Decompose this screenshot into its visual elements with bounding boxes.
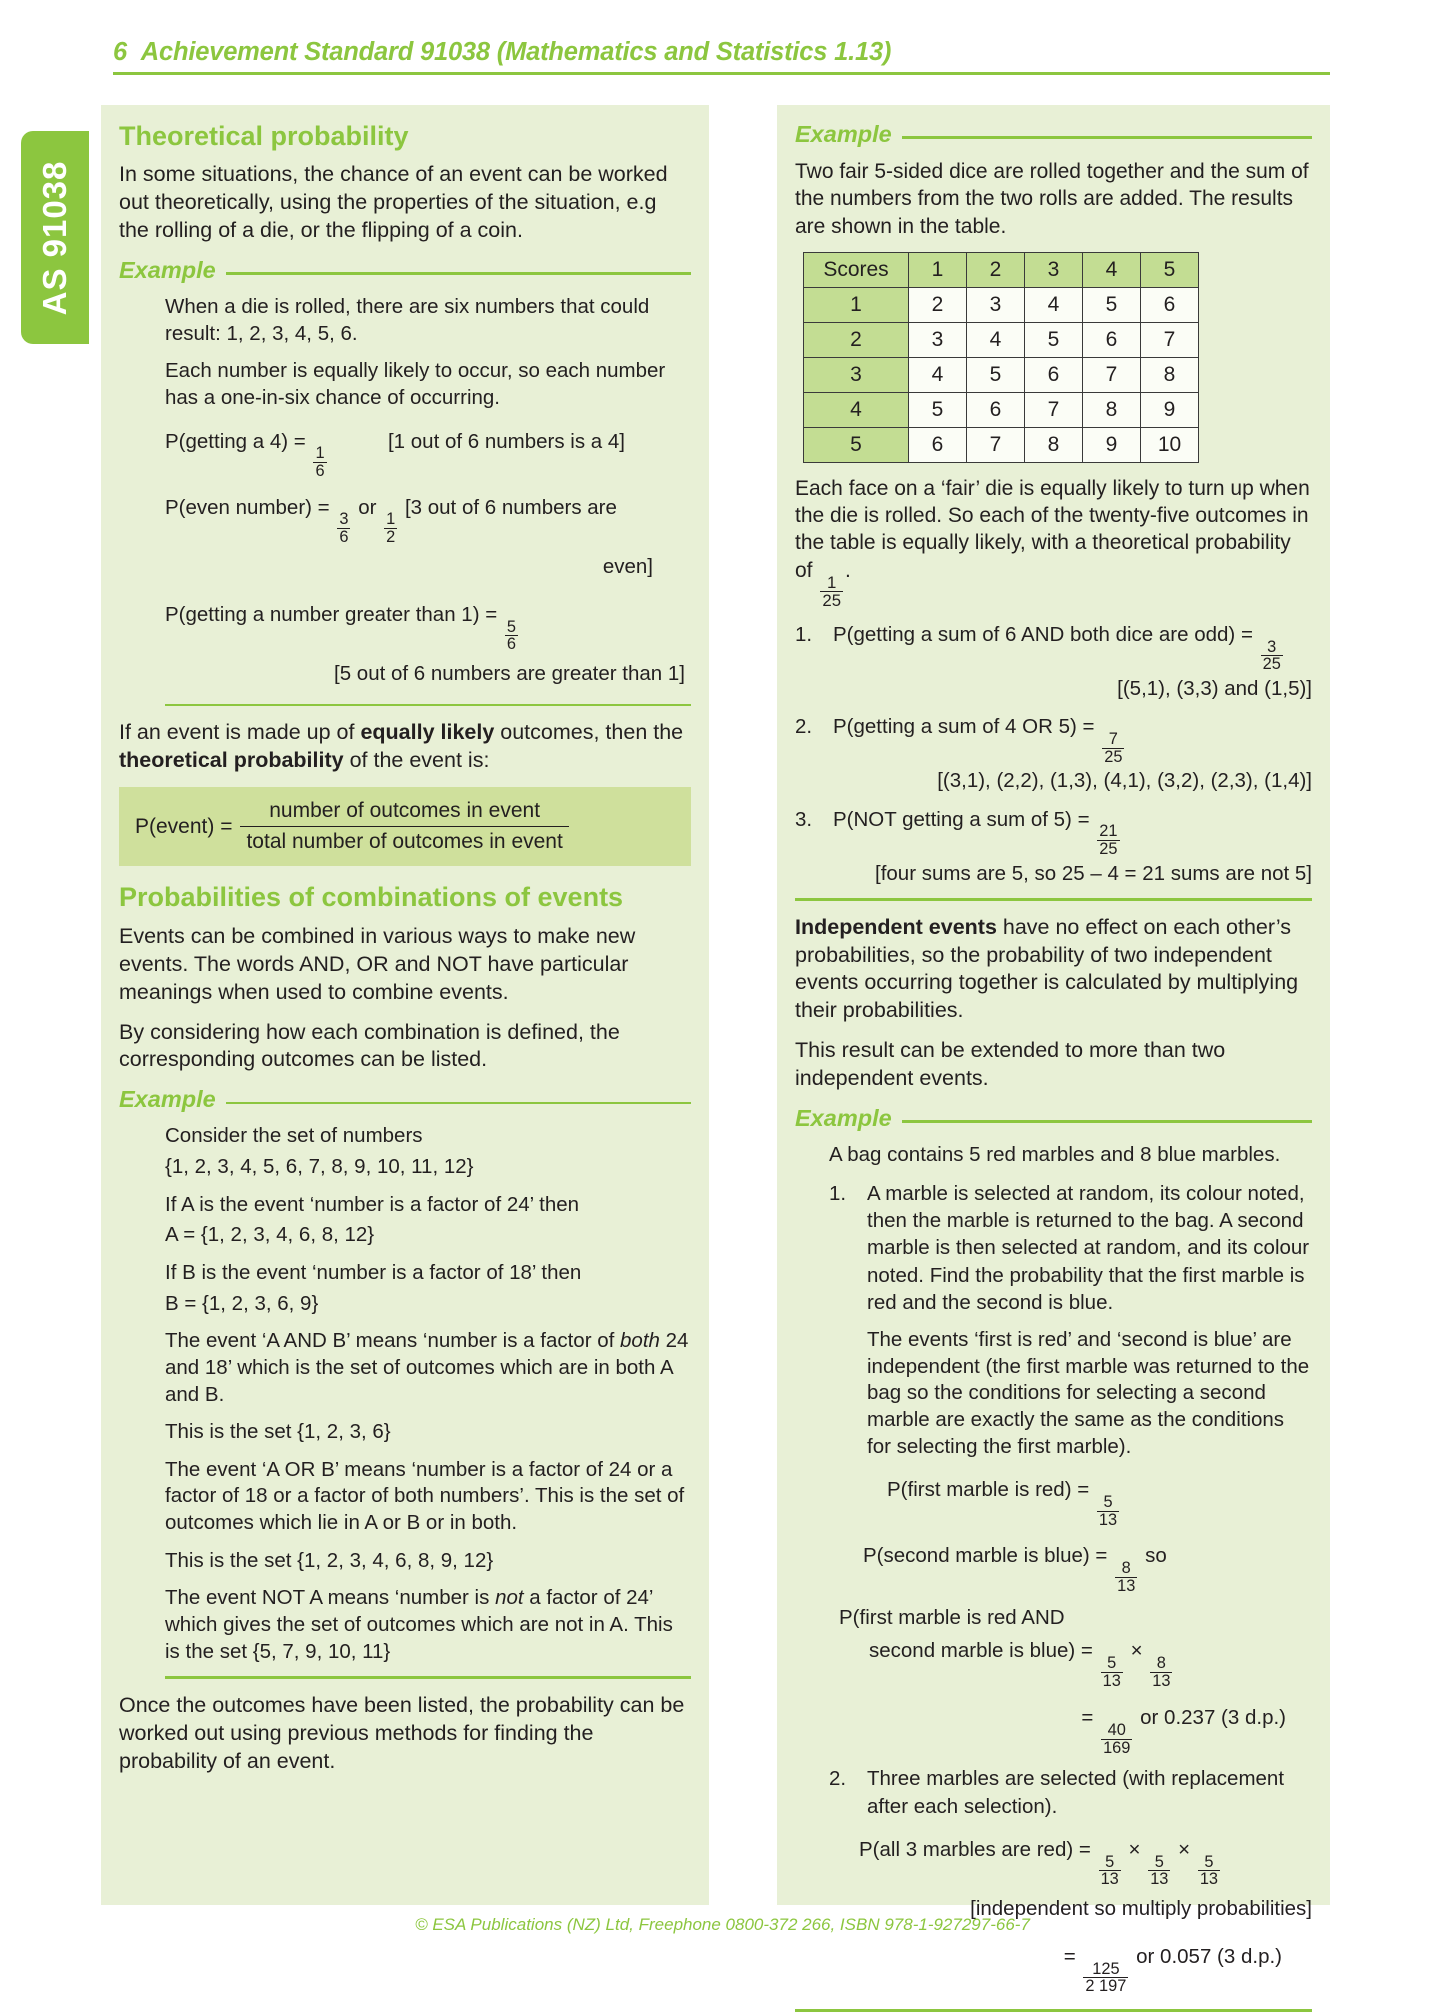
eq2-note-2: even] [602, 554, 653, 578]
list-item-content [833, 806, 1312, 887]
fraction-denominator: 13 [1100, 1870, 1119, 1889]
fraction-denominator: 13 [1102, 1671, 1121, 1690]
eq-lhs-line2-wrap [869, 1637, 1312, 1689]
fraction-numerator: 5 [1105, 1852, 1115, 1871]
list-item-number: 2. [795, 715, 813, 739]
list-item-note: [(5,1), (3,3) and (1,5)] [1117, 677, 1312, 701]
eq-suffix: or 0.057 (3 d.p.) [1136, 1945, 1282, 1969]
header-divider [113, 72, 1330, 75]
left-column [101, 105, 709, 1905]
list-item-content [833, 713, 1312, 794]
table-cell: 4 [909, 357, 967, 392]
right-column [777, 105, 1330, 1996]
not-text-italic: not [495, 1586, 524, 1610]
row-header: 5 [804, 427, 909, 462]
fraction-denominator: 13 [1117, 1576, 1136, 1595]
example2-or-set: This is the set {1, 2, 3, 4, 6, 8, 9, 12} [165, 1548, 494, 1572]
table-cell: 7 [1025, 392, 1083, 427]
table-cell: 7 [1141, 322, 1199, 357]
example1-line1: When a die is rolled, there are six numbers that could result: 1, 2, 3, 4, 5, 6. [165, 295, 650, 345]
list-item [795, 621, 1312, 702]
header-title-text: Achievement Standard 91038 (Mathematics and Statistics 1.13) [140, 38, 892, 66]
eq2-note: [3 out of 6 numbers are [404, 495, 617, 519]
example-heading-1 [119, 257, 691, 284]
example2-line1: Consider the set of numbers [165, 1124, 423, 1148]
fraction-5-6 [505, 619, 518, 653]
and-text-c: 24 and 18’ which is the set of outcomes which are in both A and B. [165, 1329, 689, 1406]
list-item-text: P(getting a sum of 4 OR 5) = [833, 715, 1095, 739]
list-item-number: 2. [829, 1767, 847, 1791]
table-cell: 5 [1083, 287, 1141, 322]
example-label: Example [119, 257, 216, 284]
table-cell: 4 [1025, 287, 1083, 322]
rule-paragraph [119, 719, 691, 775]
table-cell: 4 [967, 322, 1025, 357]
marble-list [829, 1180, 1312, 1316]
dice-example-intro: Two fair 5-sided dice are rolled together and the sum of the numbers from the two rolls are added. The results are shown in the table. [795, 160, 1309, 238]
eq3-note: [5 out of 6 numbers are greater than 1] [334, 662, 685, 685]
example-rule [902, 136, 1312, 139]
fraction-denominator: 13 [1150, 1870, 1169, 1889]
equation-p-greater-than-1 [165, 596, 691, 694]
fraction-5-13 [1101, 1655, 1123, 1689]
table-cell: 8 [1083, 392, 1141, 427]
row-header: 1 [804, 287, 909, 322]
fraction-5-13 [1198, 1854, 1220, 1888]
table-header-row [804, 252, 1199, 287]
eq-suffix: or 0.237 (3 d.p.) [1140, 1706, 1286, 1730]
formula-denominator: total number of outcomes in event [240, 826, 568, 855]
fraction-numerator: 5 [1154, 1852, 1164, 1871]
fraction-1-2 [384, 511, 397, 545]
table-cell: 2 [909, 287, 967, 322]
eq-lhs-line1: P(first marble is red AND [839, 1605, 1065, 1629]
eq-lhs-line2: second marble is blue) = [869, 1639, 1093, 1663]
fraction-numerator: 21 [1099, 822, 1118, 841]
eq3-lhs: P(getting a number greater than 1) = [165, 602, 498, 626]
equation-second-marble-blue [863, 1537, 1312, 1594]
fraction-denominator: 169 [1103, 1738, 1131, 1757]
independent-events-term: Independent events [795, 914, 997, 939]
fraction-numerator: 3 [1267, 637, 1277, 656]
after-table-text: Each face on a ‘fair’ die is equally likely to turn up when the die is rolled. So each of the twenty-five outcomes in the table is equally likely, with a theoretical probability of [795, 476, 1310, 582]
example-body-1 [165, 294, 691, 694]
row-header: 2 [804, 322, 909, 357]
equation-result-40-169 [829, 1699, 1312, 1756]
fraction-numerator: 40 [1107, 1720, 1126, 1739]
example2-not-explanation [165, 1585, 691, 1665]
list-item-number: 3. [795, 807, 813, 831]
marble-independence-paragraph: The events ‘first is red’ and ‘second is blue’ are independent (the first marble was returned to the bag so the conditions for selecting a second marble are exactly the same as the conditions for selecting the first marble). [867, 1328, 1310, 1458]
column-header: 1 [909, 252, 967, 287]
independent-events-paragraph-2: This result can be extended to more than two independent events. [795, 1038, 1226, 1091]
fraction-21-25 [1097, 823, 1119, 857]
table-cell: 6 [1083, 322, 1141, 357]
fraction-denominator: 25 [822, 590, 842, 610]
example2-and-set: This is the set {1, 2, 3, 6} [165, 1420, 391, 1444]
list-item-content: Three marbles are selected (with replacement after each selection). [867, 1767, 1285, 1818]
example-body-2 [165, 1123, 691, 1665]
eq2-lhs: P(even number) = [165, 495, 330, 519]
list-item-number: 1. [829, 1181, 847, 1205]
multiply-sign: × [1128, 1837, 1141, 1861]
equation-p-getting-a-4 [165, 423, 691, 480]
example2-set-b: B = {1, 2, 3, 6, 9} [165, 1291, 319, 1315]
list-item [795, 713, 1312, 794]
fraction-numerator: 5 [1107, 1653, 1117, 1672]
table-cell: 3 [909, 322, 967, 357]
table-cell: 3 [967, 287, 1025, 322]
fraction-numerator: 8 [1156, 1653, 1166, 1672]
probability-formula-box [119, 787, 691, 866]
table-cell: 6 [967, 392, 1025, 427]
table-cell: 9 [1141, 392, 1199, 427]
fraction-1-25 [820, 574, 843, 609]
formula-fraction [240, 798, 568, 855]
example-rule [902, 1120, 1312, 1123]
list-item-note: [four sums are 5, so 25 – 4 = 21 sums are not 5] [875, 861, 1312, 885]
example-label: Example [795, 121, 892, 147]
equation-red-and-blue [839, 1604, 1312, 1690]
eq2-mid: or [358, 495, 377, 519]
fraction-numerator: 7 [1108, 729, 1118, 748]
independent-note: [independent so multiply probabilities] [970, 1897, 1312, 1921]
and-text-italic: both [620, 1329, 660, 1353]
table-cell: 7 [967, 427, 1025, 462]
example-label: Example [795, 1105, 892, 1132]
table-corner-header: Scores [804, 252, 909, 287]
fraction-denominator: 13 [1152, 1671, 1171, 1690]
after-table-period: . [845, 558, 851, 582]
fraction-numerator: 3 [339, 510, 349, 529]
table-row [804, 322, 1199, 357]
fraction-numerator: 125 [1092, 1959, 1120, 1978]
fraction-numerator: 5 [1204, 1852, 1214, 1871]
example-end-divider [165, 704, 691, 707]
row-header: 4 [804, 392, 909, 427]
rule-text-bold-2: theoretical probability [119, 748, 344, 773]
rule-text-a: If an event is made up of [119, 720, 361, 745]
standard-side-tab [21, 131, 89, 344]
example2-and-explanation [165, 1328, 691, 1408]
example-end-divider-2 [165, 1676, 691, 1679]
after-table-paragraph [795, 475, 1312, 609]
fraction-7-25 [1102, 731, 1124, 765]
fraction-denominator: 25 [1262, 655, 1281, 674]
column-header: 3 [1025, 252, 1083, 287]
multiply-sign: × [1178, 1837, 1191, 1861]
row-header: 3 [804, 357, 909, 392]
table-cell: 8 [1141, 357, 1199, 392]
independent-events-text: have no effect on each other’s probabilities, so the probability of two independent events occurring together is calculated by multiplying their probabilities. [795, 914, 1299, 1023]
page-footer: © ESA Publications (NZ) Ltd, Freephone 0800-372 266, ISBN 978-1-927297-66-7 [415, 1915, 1030, 1934]
dice-probability-list [795, 621, 1312, 887]
example-rule [226, 272, 691, 275]
table-cell: 9 [1083, 427, 1141, 462]
eq-lhs: P(first marble is red) = [887, 1478, 1090, 1502]
list-item-content: A marble is selected at random, its colour noted, then the marble is returned to the bag. A second marble is then selected at random, and its colour noted. Find the probability that the first marble is red and the second is blue. [867, 1181, 1310, 1314]
fraction-5-13 [1097, 1494, 1119, 1528]
fraction-5-13 [1099, 1854, 1121, 1888]
rule-text-bold-1: equally likely [360, 720, 495, 745]
rule-text-e: of the event is: [343, 748, 490, 773]
example2-line3: If A is the event ‘number is a factor of 24’ then [165, 1192, 580, 1216]
fraction-denominator: 6 [315, 462, 325, 481]
list-item-note: [(3,1), (2,2), (1,3), (4,1), (3,2), (2,3), (1,4)] [937, 769, 1312, 793]
eq1-note: [1 out of 6 numbers is a 4] [387, 429, 626, 453]
fraction-denominator: 6 [506, 635, 517, 654]
column-header: 2 [967, 252, 1025, 287]
intro-paragraph: In some situations, the chance of an event can be worked out theoretically, using the properties of the situation, e.g the rolling of a die, or the flipping of a coin. [119, 162, 668, 243]
fraction-numerator: 8 [1121, 1559, 1131, 1578]
marble-example-intro: A bag contains 5 red marbles and 8 blue marbles. [829, 1143, 1281, 1167]
example-body-r2 [829, 1142, 1312, 1995]
fraction-5-13 [1148, 1854, 1170, 1888]
example1-line2: Each number is equally likely to occur, so each number has a one-in-six chance of occurring. [165, 359, 666, 410]
eq-equals: = [1063, 1945, 1076, 1969]
fraction-denominator: 25 [1099, 840, 1118, 859]
eq-lhs: P(all 3 marbles are red) = [859, 1837, 1091, 1861]
example2-or-explanation: The event ‘A OR B’ means ‘number is a factor of 24 or a factor of 18 or a factor of both numbers’. This is the set of outcomes which lie in A or B or in both. [165, 1457, 685, 1535]
side-tab-label: AS 91038 [36, 160, 73, 315]
list-item [795, 806, 1312, 887]
table-row [804, 392, 1199, 427]
table-row [804, 287, 1199, 322]
list-item-text: P(getting a sum of 6 AND both dice are odd) = [833, 622, 1253, 646]
combinations-paragraph-1: Events can be combined in various ways to make new events. The words AND, OR and NOT have particular meanings when used to combine events. [119, 923, 636, 1004]
fraction-denominator: 13 [1098, 1510, 1118, 1529]
list-item-number: 1. [795, 622, 813, 646]
example-heading-r2 [795, 1105, 1312, 1132]
section-title-theoretical-probability: Theoretical probability [119, 121, 409, 151]
fraction-3-25 [1261, 639, 1283, 673]
fraction-8-13 [1115, 1560, 1137, 1594]
fraction-numerator: 1 [827, 572, 837, 592]
not-text-a: The event NOT A means ‘number is [165, 1586, 496, 1610]
page-title [113, 38, 1330, 67]
page-number: 6 [113, 38, 127, 66]
fraction-8-13 [1150, 1655, 1172, 1689]
dice-sums-table [803, 252, 1199, 463]
page-header [113, 38, 1330, 75]
fraction-denominator: 25 [1104, 747, 1123, 766]
fraction-denominator: 13 [1199, 1870, 1219, 1889]
list-item [829, 1180, 1312, 1316]
closing-paragraph: Once the outcomes have been listed, the probability can be worked out using previous methods for finding the probability of an event. [119, 1692, 685, 1773]
list-item-text: P(NOT getting a sum of 5) = [833, 807, 1090, 831]
example-rule [226, 1102, 691, 1105]
rule-text-c: outcomes, then the [494, 720, 684, 745]
formula-numerator: number of outcomes in event [269, 799, 541, 823]
equation-p-even-number [165, 489, 691, 587]
fraction-denominator: 2 197 [1085, 1977, 1127, 1996]
and-text-a: The event ‘A AND B’ means ‘number is a factor of [165, 1329, 621, 1353]
table-cell: 6 [1025, 357, 1083, 392]
table-cell: 7 [1083, 357, 1141, 392]
table-cell: 5 [1025, 322, 1083, 357]
table-cell: 8 [1025, 427, 1083, 462]
example-heading-2 [119, 1086, 691, 1113]
combinations-paragraph-2: By considering how each combination is defined, the corresponding outcomes can be listed. [119, 1019, 620, 1072]
example-label: Example [119, 1086, 216, 1113]
list-item-content [833, 621, 1312, 702]
example2-line5: If B is the event ‘number is a factor of 18’ then [165, 1260, 582, 1284]
table-row [804, 357, 1199, 392]
fraction-numerator: 1 [386, 510, 396, 529]
multiply-sign: × [1130, 1639, 1143, 1663]
formula-lhs: P(event) = [135, 814, 233, 838]
table-cell: 6 [1141, 287, 1199, 322]
table-row [804, 427, 1199, 462]
column-header: 4 [1083, 252, 1141, 287]
section-title-combinations: Probabilities of combinations of events [119, 882, 624, 913]
example-end-divider-r1 [795, 898, 1312, 901]
fraction-numerator: 1 [315, 444, 325, 463]
independent-events-paragraph [795, 914, 1312, 1026]
table-cell: 5 [967, 357, 1025, 392]
column-header: 5 [1141, 252, 1199, 287]
example2-set-a: A = {1, 2, 3, 4, 6, 8, 12} [165, 1223, 375, 1247]
marble-list-2 [829, 1765, 1312, 1820]
table-cell: 5 [909, 392, 967, 427]
fraction-1-6 [313, 445, 326, 479]
eq1-lhs: P(getting a 4) = [165, 429, 306, 453]
eq-equals: = [1081, 1706, 1094, 1730]
eq-lhs: P(second marble is blue) = [863, 1544, 1108, 1568]
list-item [829, 1765, 1312, 1820]
fraction-numerator: 5 [1103, 1492, 1113, 1511]
table-cell: 6 [909, 427, 967, 462]
table-cell: 10 [1141, 427, 1199, 462]
example2-set: {1, 2, 3, 4, 5, 6, 7, 8, 9, 10, 11, 12} [165, 1155, 474, 1179]
equation-result-125-2197 [829, 1938, 1312, 1995]
fraction-40-169 [1101, 1722, 1132, 1756]
not-text-c: a factor of 24’ which gives the set of outcomes which are not in A. This is the set {5, 7, 9, 10, 11} [165, 1586, 673, 1663]
eq-suffix: so [1145, 1544, 1167, 1568]
fraction-numerator: 5 [506, 617, 517, 636]
fraction-denominator: 6 [339, 528, 349, 547]
example-heading-r1 [795, 121, 1312, 148]
equation-first-marble-red [887, 1471, 1312, 1528]
fraction-denominator: 2 [386, 528, 396, 547]
fraction-3-6 [337, 511, 350, 545]
